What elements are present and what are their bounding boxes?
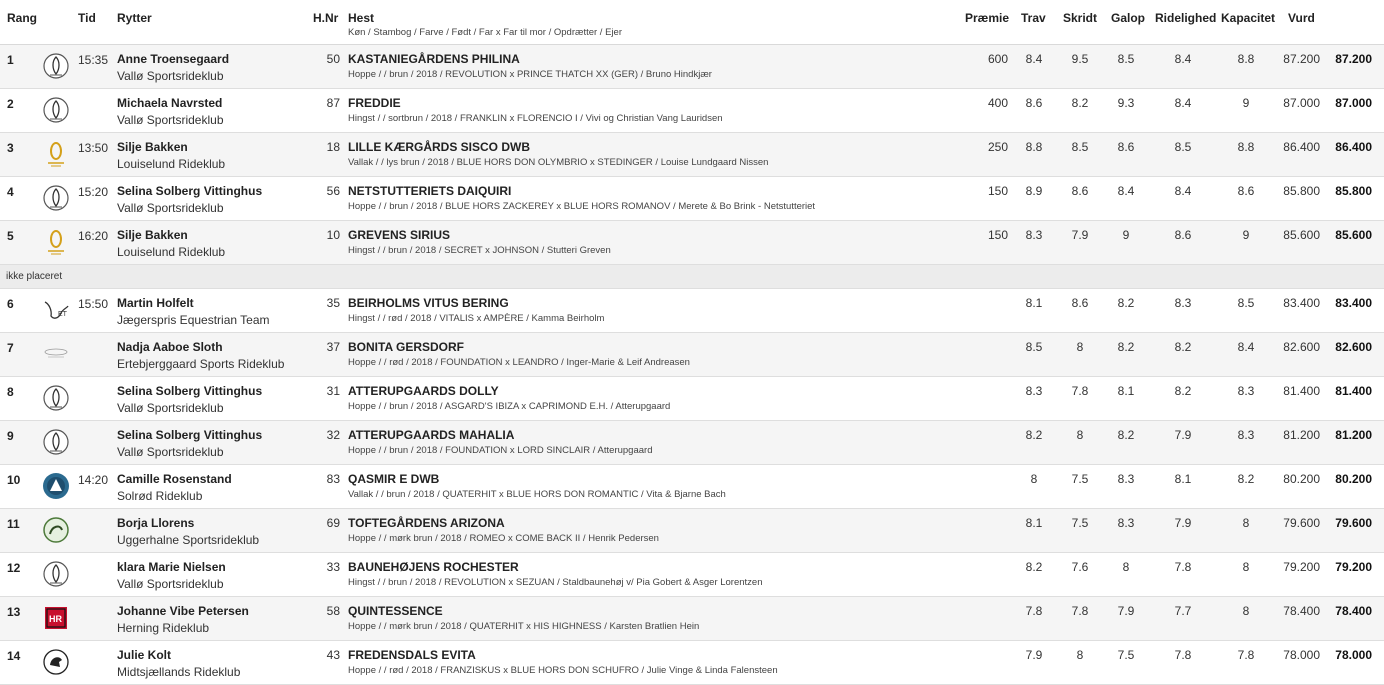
horse-info: Hoppe / / mørk brun / 2018 / QUATERHIT x HIS HIGHNESS / Karsten Bratlien Hein bbox=[348, 621, 700, 632]
start-time: 15:35 bbox=[78, 53, 109, 67]
score-galop: 8.2 bbox=[1117, 340, 1135, 354]
horse-name[interactable]: ATTERUPGAARDS MAHALIA bbox=[348, 428, 515, 442]
club-name[interactable]: Vallø Sportsrideklub bbox=[117, 113, 224, 127]
start-time: 14:20 bbox=[78, 473, 109, 487]
horse-number: 43 bbox=[326, 648, 340, 662]
score-ridelighed: 7.8 bbox=[1174, 648, 1192, 662]
horse-name[interactable]: ATTERUPGAARDS DOLLY bbox=[348, 384, 499, 398]
score-galop: 8.3 bbox=[1117, 472, 1135, 486]
score-trav: 8.1 bbox=[1025, 516, 1043, 530]
score-total: 79.600 bbox=[1335, 516, 1372, 530]
score-trav: 8 bbox=[1030, 472, 1038, 486]
horse-number: 35 bbox=[326, 296, 340, 310]
score-skridt: 7.6 bbox=[1071, 560, 1089, 574]
score-galop: 7.9 bbox=[1117, 604, 1135, 618]
col-trav[interactable]: Trav bbox=[1021, 11, 1046, 25]
score-skridt: 7.8 bbox=[1071, 604, 1089, 618]
score-vurd: 79.600 bbox=[1283, 516, 1320, 530]
score-vurd: 81.200 bbox=[1283, 428, 1320, 442]
score-vurd: 87.200 bbox=[1283, 52, 1320, 66]
col-vurd[interactable]: Vurd bbox=[1288, 11, 1315, 25]
horse-name[interactable]: BAUNEHØJENS ROCHESTER bbox=[348, 560, 519, 574]
club-name[interactable]: Vallø Sportsrideklub bbox=[117, 401, 224, 415]
rank: 3 bbox=[7, 141, 14, 155]
score-trav: 8.3 bbox=[1025, 384, 1043, 398]
score-skridt: 8 bbox=[1076, 340, 1084, 354]
score-galop: 8.1 bbox=[1117, 384, 1135, 398]
score-galop: 8.4 bbox=[1117, 184, 1135, 198]
vallo-crest-icon bbox=[42, 560, 70, 588]
score-total: 78.400 bbox=[1335, 604, 1372, 618]
col-ridelighed[interactable]: Ridelighed bbox=[1155, 11, 1217, 25]
col-praemie[interactable]: Præmie bbox=[965, 11, 1010, 25]
col-kapacitet[interactable]: Kapacitet bbox=[1221, 11, 1276, 25]
score-total: 85.800 bbox=[1335, 184, 1372, 198]
score-ridelighed: 8.2 bbox=[1174, 384, 1192, 398]
louiselund-logo-icon bbox=[42, 140, 70, 168]
score-ridelighed: 7.7 bbox=[1174, 604, 1192, 618]
start-time: 15:50 bbox=[78, 297, 109, 311]
col-hest[interactable]: Hest bbox=[348, 11, 375, 25]
svg-text:ET: ET bbox=[58, 311, 67, 318]
score-vurd: 80.200 bbox=[1283, 472, 1320, 486]
table-row[interactable] bbox=[0, 177, 1384, 221]
score-ridelighed: 8.3 bbox=[1174, 296, 1192, 310]
score-trav: 8.8 bbox=[1025, 140, 1043, 154]
rider-name[interactable]: Selina Solberg Vittinghus bbox=[117, 428, 263, 442]
table-row[interactable] bbox=[0, 553, 1384, 597]
horse-name[interactable]: BEIRHOLMS VITUS BERING bbox=[348, 296, 509, 310]
score-ridelighed: 8.4 bbox=[1174, 52, 1192, 66]
rank: 11 bbox=[7, 517, 20, 531]
score-kapacitet: 8.3 bbox=[1237, 384, 1255, 398]
score-skridt: 7.8 bbox=[1071, 384, 1089, 398]
score-total: 82.600 bbox=[1335, 340, 1372, 354]
score-skridt: 8.6 bbox=[1071, 296, 1089, 310]
rider-name[interactable]: Michaela Navrsted bbox=[117, 96, 223, 110]
score-ridelighed: 7.9 bbox=[1174, 428, 1192, 442]
midtsjaellands-logo-icon bbox=[42, 648, 70, 676]
score-trav: 8.4 bbox=[1025, 52, 1043, 66]
horse-info: Vallak / / brun / 2018 / QUATERHIT x BLUE HORS DON ROMANTIC / Vita & Bjarne Bach bbox=[348, 489, 726, 500]
score-vurd: 85.800 bbox=[1283, 184, 1320, 198]
score-trav: 8.6 bbox=[1025, 96, 1043, 110]
horse-number: 56 bbox=[326, 184, 340, 198]
score-ridelighed: 7.9 bbox=[1174, 516, 1192, 530]
rider-name[interactable]: Borja Llorens bbox=[117, 516, 195, 530]
rider-name[interactable]: Johanne Vibe Petersen bbox=[117, 604, 249, 618]
horse-name[interactable]: BONITA GERSDORF bbox=[348, 340, 464, 354]
club-name[interactable]: Louiselund Rideklub bbox=[117, 157, 226, 171]
horse-number: 83 bbox=[326, 472, 340, 486]
score-kapacitet: 8 bbox=[1242, 560, 1250, 574]
col-tid[interactable]: Tid bbox=[78, 11, 96, 25]
horse-info: Hingst / / brun / 2018 / REVOLUTION x SEZUAN / Staldbaunehøj v/ Pia Gobert & Asger Lorentzen bbox=[348, 577, 763, 588]
vallo-crest-icon bbox=[42, 428, 70, 456]
score-vurd: 79.200 bbox=[1283, 560, 1320, 574]
score-total: 87.000 bbox=[1335, 96, 1372, 110]
score-kapacitet: 9 bbox=[1242, 228, 1250, 242]
score-galop: 8.2 bbox=[1117, 296, 1135, 310]
score-total: 81.200 bbox=[1335, 428, 1372, 442]
score-trav: 8.2 bbox=[1025, 560, 1043, 574]
club-name[interactable]: Louiselund Rideklub bbox=[117, 245, 226, 259]
score-kapacitet: 8 bbox=[1242, 604, 1250, 618]
louiselund-logo-icon bbox=[42, 228, 70, 256]
rank: 5 bbox=[7, 229, 14, 243]
score-ridelighed: 8.2 bbox=[1174, 340, 1192, 354]
score-ridelighed: 8.5 bbox=[1174, 140, 1192, 154]
rider-name[interactable]: Julie Kolt bbox=[117, 648, 172, 662]
horse-name[interactable]: KASTANIEGÅRDENS PHILINA bbox=[348, 52, 520, 66]
score-galop: 8.3 bbox=[1117, 516, 1135, 530]
rank: 10 bbox=[7, 473, 21, 487]
rank: 2 bbox=[7, 97, 14, 111]
score-skridt: 7.9 bbox=[1071, 228, 1089, 242]
not-placed-separator bbox=[0, 265, 1384, 289]
score-vurd: 78.000 bbox=[1283, 648, 1320, 662]
score-galop: 8 bbox=[1122, 560, 1130, 574]
score-galop: 8.5 bbox=[1117, 52, 1135, 66]
col-galop[interactable]: Galop bbox=[1111, 11, 1146, 25]
horse-name[interactable]: LILLE KÆRGÅRDS SISCO DWB bbox=[348, 140, 530, 154]
ertebjerggaard-logo-icon bbox=[42, 340, 70, 368]
horse-name[interactable]: NETSTUTTERIETS DAIQUIRI bbox=[348, 184, 512, 198]
rider-name[interactable]: Silje Bakken bbox=[117, 140, 188, 154]
score-trav: 7.8 bbox=[1025, 604, 1043, 618]
score-skridt: 8.6 bbox=[1071, 184, 1089, 198]
start-time: 15:20 bbox=[78, 185, 109, 199]
score-kapacitet: 9 bbox=[1242, 96, 1250, 110]
table-row[interactable] bbox=[0, 133, 1384, 177]
score-trav: 8.1 bbox=[1025, 296, 1043, 310]
solrod-logo-icon bbox=[42, 472, 70, 500]
score-total: 79.200 bbox=[1335, 560, 1372, 574]
club-name[interactable]: Uggerhalne Sportsrideklub bbox=[117, 533, 260, 547]
horse-name[interactable]: QUINTESSENCE bbox=[348, 604, 443, 618]
jet-horse-logo-icon bbox=[42, 296, 70, 324]
score-trav: 8.9 bbox=[1025, 184, 1043, 198]
score-total: 80.200 bbox=[1335, 472, 1372, 486]
club-name[interactable]: Vallø Sportsrideklub bbox=[117, 69, 224, 83]
score-skridt: 7.5 bbox=[1071, 472, 1089, 486]
table-row[interactable] bbox=[0, 377, 1384, 421]
horse-name[interactable]: TOFTEGÅRDENS ARIZONA bbox=[348, 516, 505, 530]
prize: 250 bbox=[987, 140, 1008, 154]
vallo-crest-icon bbox=[42, 96, 70, 124]
horse-info: Hoppe / / mørk brun / 2018 / ROMEO x COME BACK II / Henrik Pedersen bbox=[348, 533, 659, 544]
score-kapacitet: 8.5 bbox=[1237, 296, 1255, 310]
table-row[interactable] bbox=[0, 421, 1384, 465]
vallo-crest-icon bbox=[42, 384, 70, 412]
svg-text:HR: HR bbox=[49, 614, 62, 624]
horse-number: 18 bbox=[326, 140, 340, 154]
rider-name[interactable]: Selina Solberg Vittinghus bbox=[117, 184, 263, 198]
score-total: 86.400 bbox=[1335, 140, 1372, 154]
vallo-crest-icon bbox=[42, 52, 70, 80]
prize: 400 bbox=[987, 96, 1008, 110]
score-kapacitet: 8.8 bbox=[1237, 140, 1255, 154]
horse-info: Hoppe / / brun / 2018 / BLUE HORS ZACKEREY x BLUE HORS ROMANOV / Merete & Bo Brink - Netstutteriet bbox=[348, 201, 816, 212]
horse-name[interactable]: QASMIR E DWB bbox=[348, 472, 440, 486]
score-skridt: 7.5 bbox=[1071, 516, 1089, 530]
table-row[interactable] bbox=[0, 465, 1384, 509]
uggerhalne-logo-icon bbox=[42, 516, 70, 544]
col-rytter[interactable]: Rytter bbox=[117, 11, 152, 25]
score-total: 83.400 bbox=[1335, 296, 1372, 310]
horse-name[interactable]: FREDENSDALS EVITA bbox=[348, 648, 476, 662]
rider-name[interactable]: Anne Troensegaard bbox=[117, 52, 230, 66]
col-hest-subtitle: Køn / Stambog / Farve / Født / Far x Far til mor / Opdrætter / Ejer bbox=[348, 27, 622, 38]
rank: 1 bbox=[7, 53, 14, 67]
rank: 4 bbox=[7, 185, 14, 199]
score-skridt: 8.2 bbox=[1071, 96, 1089, 110]
rank: 13 bbox=[7, 605, 21, 619]
score-total: 87.200 bbox=[1335, 52, 1372, 66]
score-kapacitet: 8 bbox=[1242, 516, 1250, 530]
club-name[interactable]: Vallø Sportsrideklub bbox=[117, 577, 224, 591]
club-name[interactable]: Ertebjerggaard Sports Rideklub bbox=[117, 357, 285, 371]
horse-number: 87 bbox=[326, 96, 340, 110]
score-vurd: 85.600 bbox=[1283, 228, 1320, 242]
table-header bbox=[0, 0, 1384, 45]
start-time: 13:50 bbox=[78, 141, 109, 155]
club-name[interactable]: Jægerspris Equestrian Team bbox=[117, 313, 270, 327]
col-rang[interactable]: Rang bbox=[7, 11, 37, 25]
club-name[interactable]: Solrød Rideklub bbox=[117, 489, 203, 503]
horse-info: Hoppe / / brun / 2018 / ASGARD'S IBIZA x CAPRIMOND E.H. / Atterupgaard bbox=[348, 401, 671, 412]
table-row[interactable] bbox=[0, 509, 1384, 553]
rank: 8 bbox=[7, 385, 14, 399]
horse-info: Vallak / / lys brun / 2018 / BLUE HORS DON OLYMBRIO x STEDINGER / Louise Lundgaard Nissen bbox=[348, 157, 769, 168]
score-ridelighed: 7.8 bbox=[1174, 560, 1192, 574]
score-galop: 9.3 bbox=[1117, 96, 1135, 110]
rank: 9 bbox=[7, 429, 14, 443]
rider-name[interactable]: Camille Rosenstand bbox=[117, 472, 232, 486]
table-row[interactable] bbox=[0, 333, 1384, 377]
score-ridelighed: 8.1 bbox=[1174, 472, 1192, 486]
club-name[interactable]: Vallø Sportsrideklub bbox=[117, 201, 224, 215]
score-trav: 8.5 bbox=[1025, 340, 1043, 354]
horse-name[interactable]: GREVENS SIRIUS bbox=[348, 228, 451, 242]
rank: 14 bbox=[7, 649, 21, 663]
rider-name[interactable]: Selina Solberg Vittinghus bbox=[117, 384, 263, 398]
score-total: 78.000 bbox=[1335, 648, 1372, 662]
score-kapacitet: 8.3 bbox=[1237, 428, 1255, 442]
rank: 7 bbox=[7, 341, 14, 355]
score-trav: 7.9 bbox=[1025, 648, 1043, 662]
score-kapacitet: 8.6 bbox=[1237, 184, 1255, 198]
score-trav: 8.2 bbox=[1025, 428, 1043, 442]
score-galop: 9 bbox=[1122, 228, 1130, 242]
horse-info: Hingst / / brun / 2018 / SECRET x JOHNSON / Stutteri Greven bbox=[348, 245, 611, 256]
horse-number: 32 bbox=[326, 428, 340, 442]
table-body bbox=[0, 45, 1384, 685]
table-row[interactable] bbox=[0, 221, 1384, 265]
score-vurd: 83.400 bbox=[1283, 296, 1320, 310]
horse-info: Hoppe / / brun / 2018 / FOUNDATION x LORD SINCLAIR / Atterupgaard bbox=[348, 445, 653, 456]
score-vurd: 81.400 bbox=[1283, 384, 1320, 398]
rider-name[interactable]: Martin Holfelt bbox=[117, 296, 194, 310]
table-row[interactable] bbox=[0, 597, 1384, 641]
club-name[interactable]: Midtsjællands Rideklub bbox=[117, 665, 241, 679]
horse-number: 69 bbox=[326, 516, 340, 530]
horse-number: 37 bbox=[326, 340, 340, 354]
score-trav: 8.3 bbox=[1025, 228, 1043, 242]
horse-info: Hoppe / / brun / 2018 / REVOLUTION x PRINCE THATCH XX (GER) / Bruno Hindkjær bbox=[348, 69, 712, 80]
score-skridt: 8.5 bbox=[1071, 140, 1089, 154]
score-kapacitet: 8.4 bbox=[1237, 340, 1255, 354]
horse-number: 10 bbox=[326, 228, 340, 242]
horse-number: 58 bbox=[326, 604, 340, 618]
vallo-crest-icon bbox=[42, 184, 70, 212]
start-time: 16:20 bbox=[78, 229, 109, 243]
club-name[interactable]: Vallø Sportsrideklub bbox=[117, 445, 224, 459]
table-row[interactable] bbox=[0, 641, 1384, 685]
horse-info: Hoppe / / rød / 2018 / FRANZISKUS x BLUE HORS DON SCHUFRO / Julie Vinge & Linda Falensteen bbox=[348, 665, 778, 676]
score-vurd: 87.000 bbox=[1283, 96, 1320, 110]
score-galop: 8.6 bbox=[1117, 140, 1135, 154]
rider-name[interactable]: Silje Bakken bbox=[117, 228, 188, 242]
score-galop: 8.2 bbox=[1117, 428, 1135, 442]
horse-number: 50 bbox=[326, 52, 340, 66]
score-kapacitet: 8.2 bbox=[1237, 472, 1255, 486]
prize: 150 bbox=[987, 228, 1008, 242]
rank: 12 bbox=[7, 561, 21, 575]
score-kapacitet: 7.8 bbox=[1237, 648, 1255, 662]
score-skridt: 9.5 bbox=[1071, 52, 1089, 66]
horse-number: 31 bbox=[326, 384, 340, 398]
horse-info: Hingst / / rød / 2018 / VITALIS x AMPÈRE / Kamma Beirholm bbox=[348, 313, 605, 324]
rider-name[interactable]: klara Marie Nielsen bbox=[117, 560, 226, 574]
prize: 600 bbox=[987, 52, 1008, 66]
rank: 6 bbox=[7, 297, 14, 311]
score-vurd: 82.600 bbox=[1283, 340, 1320, 354]
table-row[interactable] bbox=[0, 289, 1384, 333]
not-placed-label: ikke placeret bbox=[6, 271, 63, 282]
herning-logo-icon bbox=[42, 604, 70, 632]
horse-name[interactable]: FREDDIE bbox=[348, 96, 401, 110]
score-vurd: 86.400 bbox=[1283, 140, 1320, 154]
score-total: 85.600 bbox=[1335, 228, 1372, 242]
score-vurd: 78.400 bbox=[1283, 604, 1320, 618]
table-row[interactable] bbox=[0, 45, 1384, 89]
score-total: 81.400 bbox=[1335, 384, 1372, 398]
club-name[interactable]: Herning Rideklub bbox=[117, 621, 210, 635]
table-row[interactable] bbox=[0, 89, 1384, 133]
col-hnr[interactable]: H.Nr bbox=[313, 11, 339, 25]
score-skridt: 8 bbox=[1076, 648, 1084, 662]
col-skridt[interactable]: Skridt bbox=[1063, 11, 1098, 25]
score-skridt: 8 bbox=[1076, 428, 1084, 442]
score-kapacitet: 8.8 bbox=[1237, 52, 1255, 66]
score-ridelighed: 8.6 bbox=[1174, 228, 1192, 242]
rider-name[interactable]: Nadja Aaboe Sloth bbox=[117, 340, 223, 354]
score-galop: 7.5 bbox=[1117, 648, 1135, 662]
score-ridelighed: 8.4 bbox=[1174, 96, 1192, 110]
horse-info: Hoppe / / rød / 2018 / FOUNDATION x LEANDRO / Inger-Marie & Leif Andreasen bbox=[348, 357, 690, 368]
score-ridelighed: 8.4 bbox=[1174, 184, 1192, 198]
prize: 150 bbox=[987, 184, 1008, 198]
horse-info: Hingst / / sortbrun / 2018 / FRANKLIN x FLORENCIO I / Vivi og Christian Vang Lauridsen bbox=[348, 113, 723, 124]
horse-number: 33 bbox=[326, 560, 340, 574]
